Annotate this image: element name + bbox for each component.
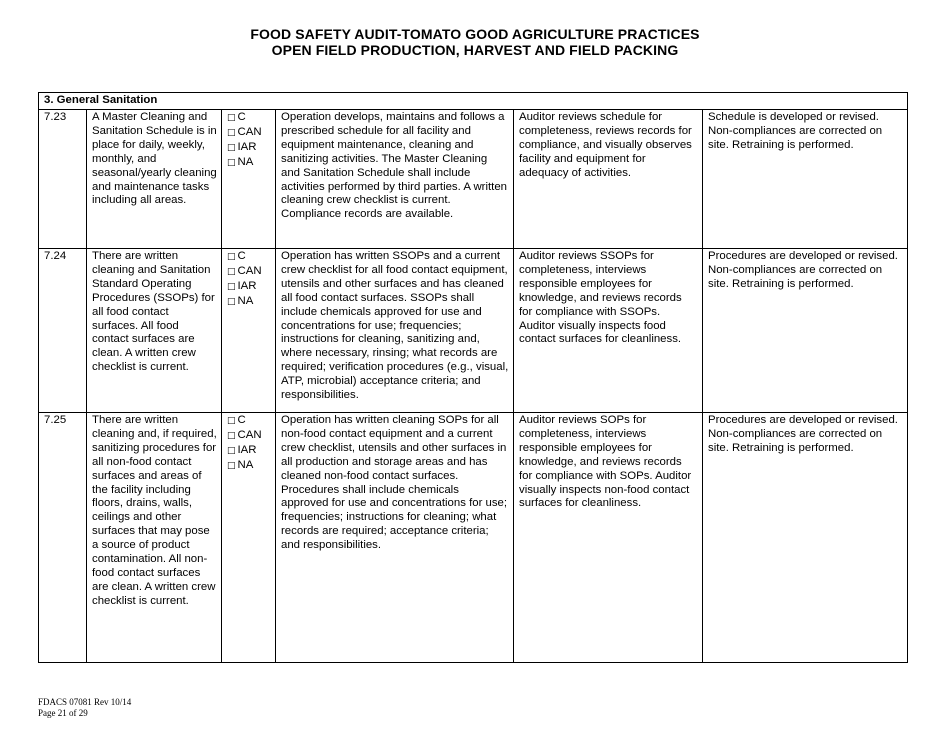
item-verification: Auditor reviews schedule for completeness, reviews records for compliance, and visually observes facility and equipment for adequacy of activities. xyxy=(514,110,703,249)
checkbox-icon[interactable]: □ xyxy=(227,157,236,168)
section-title: 3. General Sanitation xyxy=(39,93,908,110)
item-verification: Auditor reviews SOPs for completeness, interviews responsible employees for knowledge, and reviews records for compliance with SOPs. Auditor visually inspects non-food contact surfaces for cleanliness. xyxy=(514,413,703,663)
rating-options xyxy=(222,110,276,249)
item-question: A Master Cleaning and Sanitation Schedule is in place for daily, weekly, monthly, and seasonal/yearly cleaning and maintenance tasks including all areas. xyxy=(87,110,222,249)
rating-option-c[interactable]: □ C xyxy=(227,250,246,262)
item-requirement: Operation has written cleaning SOPs for all non-food contact equipment and a current crew checklist, utensils and other surfaces in all production and storage areas and has cleaned non-food contact surfaces. Procedures shall include chemicals approved for use and concentrations for use; frequencies; instructions for cleaning; what records are required; acceptance criteria; and responsibilities. xyxy=(276,413,514,663)
checkbox-icon[interactable]: □ xyxy=(227,113,236,123)
item-requirement: Operation develops, maintains and follows a prescribed schedule for all facility and equipment maintenance, cleaning and sanitizing activities. The Master Cleaning and Sanitation Schedule shall include activities performed by third parties. A written cleaning crew checklist is current. Compliance records are available. xyxy=(276,110,514,249)
page-number: Page 21 of 29 xyxy=(38,708,88,718)
rating-option-c[interactable]: □ C xyxy=(227,414,246,426)
checkbox-icon[interactable]: □ xyxy=(227,281,236,292)
checkbox-icon[interactable]: □ xyxy=(227,416,236,426)
table-row xyxy=(39,413,908,663)
checkbox-icon[interactable]: □ xyxy=(227,445,236,456)
checkbox-icon[interactable]: □ xyxy=(227,252,236,262)
checkbox-icon[interactable]: □ xyxy=(227,296,236,307)
table-row xyxy=(39,110,908,249)
page-subtitle: OPEN FIELD PRODUCTION, HARVEST AND FIELD PACKING xyxy=(271,42,679,58)
item-number: 7.24 xyxy=(39,249,87,413)
checkbox-icon[interactable]: □ xyxy=(227,266,236,277)
checkbox-icon[interactable]: □ xyxy=(227,142,236,153)
checkbox-icon[interactable]: □ xyxy=(227,460,236,471)
page-title: FOOD SAFETY AUDIT-TOMATO GOOD AGRICULTURE PRACTICES xyxy=(250,26,700,42)
table-row xyxy=(39,249,908,413)
item-verification: Auditor reviews SSOPs for completeness, interviews responsible employees for knowledge, and reviews records for compliance with SSOPs. Auditor visually inspects food contact surfaces for cleanliness. xyxy=(514,249,703,413)
checkbox-icon[interactable]: □ xyxy=(227,127,236,138)
rating-option-c[interactable]: □ C xyxy=(227,111,246,123)
rating-option-can[interactable]: □ CAN xyxy=(227,264,262,277)
form-number: FDACS 07081 Rev 10/14 xyxy=(38,697,132,707)
item-number: 7.25 xyxy=(39,413,87,663)
item-corrective-action: Procedures are developed or revised. Non-compliances are corrected on site. Retraining is performed. xyxy=(703,413,908,663)
rating-option-iar[interactable]: □ IAR xyxy=(227,140,257,153)
rating-option-can[interactable]: □ CAN xyxy=(227,428,262,441)
rating-option-iar[interactable]: □ IAR xyxy=(227,443,257,456)
item-corrective-action: Procedures are developed or revised. Non-compliances are corrected on site. Retraining is performed. xyxy=(703,249,908,413)
rating-options xyxy=(222,249,276,413)
rating-option-na[interactable]: □ NA xyxy=(227,294,254,307)
item-question: There are written cleaning and, if required, sanitizing procedures for all non-food contact surfaces and areas of the facility including floors, drains, walls, ceilings and other surfaces that may pose a source of product contamination. All non-food contact surfaces are clean. A written crew checklist is current. xyxy=(87,413,222,663)
item-number: 7.23 xyxy=(39,110,87,249)
item-corrective-action: Schedule is developed or revised. Non-compliances are corrected on site. Retraining is performed. xyxy=(703,110,908,249)
audit-table xyxy=(38,92,908,663)
item-question: There are written cleaning and Sanitation Standard Operating Procedures (SSOPs) for all food contact surfaces. All food contact surfaces are clean. A written crew checklist is current. xyxy=(87,249,222,413)
rating-option-iar[interactable]: □ IAR xyxy=(227,279,257,292)
checkbox-icon[interactable]: □ xyxy=(227,430,236,441)
rating-options xyxy=(222,413,276,663)
section-header-row xyxy=(39,93,908,110)
item-requirement: Operation has written SSOPs and a current crew checklist for all food contact equipment, utensils and other surfaces and has cleaned all food contact surfaces. SSOPs shall include chemicals approved for use and concentrations for use; frequencies; instructions for cleaning, sanitizing and, where necessary, rinsing; what records are required; verification procedures (e.g., visual, ATP, microbial) acceptance criteria; and responsibilities. xyxy=(276,249,514,413)
rating-option-na[interactable]: □ NA xyxy=(227,155,254,168)
rating-option-na[interactable]: □ NA xyxy=(227,458,254,471)
rating-option-can[interactable]: □ CAN xyxy=(227,125,262,138)
